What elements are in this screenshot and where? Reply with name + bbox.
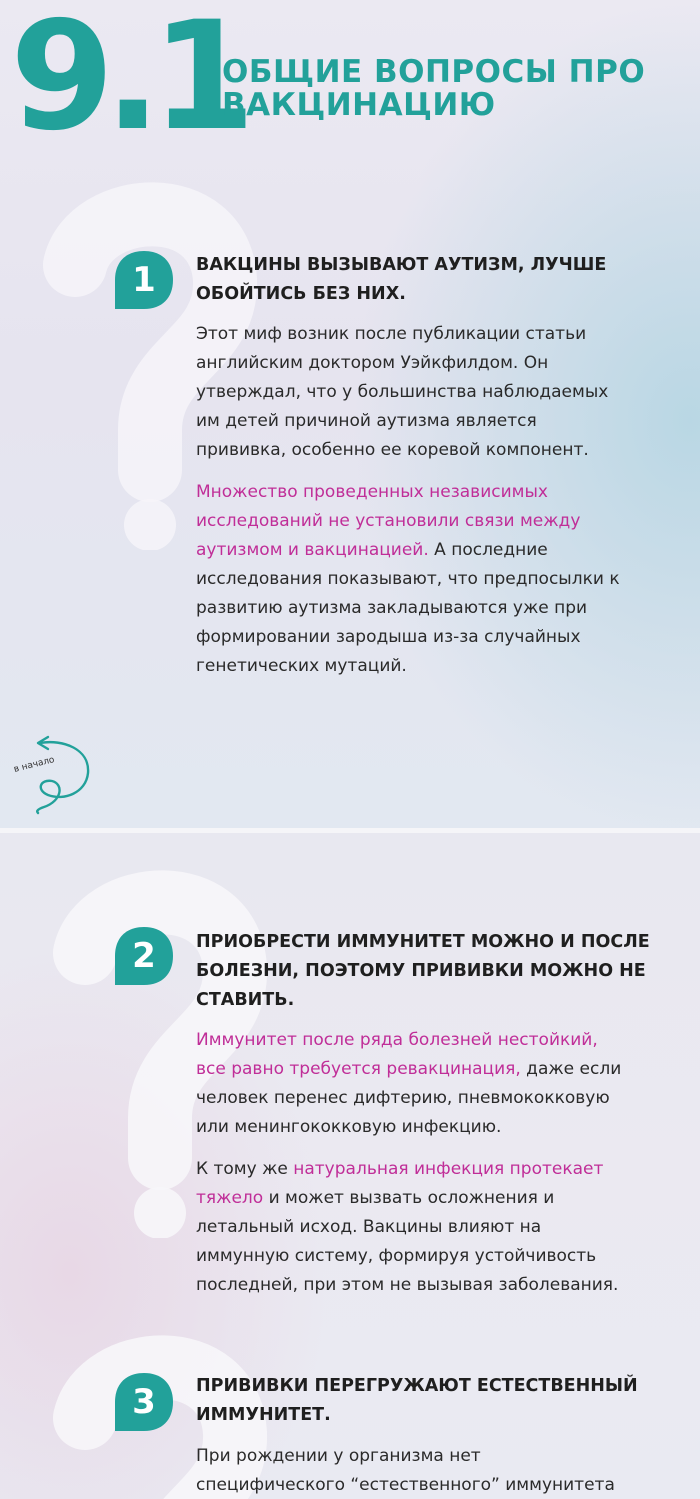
question-title-3 <box>196 1372 686 1430</box>
text-line: генетических мутаций. <box>196 656 407 676</box>
curly-arrow-icon <box>8 735 98 820</box>
text-line: последней, при этом не вызывая заболевания. <box>196 1275 619 1295</box>
answer-paragraph-1a <box>196 320 696 465</box>
question-title-line: ПРИОБРЕСТИ ИММУНИТЕТ МОЖНО И ПОСЛЕ <box>196 932 650 952</box>
text-line: При рождении у организма нет <box>196 1446 481 1466</box>
text-line: им детей причиной аутизма является <box>196 411 537 431</box>
highlighted-text-line: Иммунитет после ряда болезней нестойкий, <box>196 1030 598 1050</box>
answer-paragraph-3a <box>196 1442 696 1499</box>
text-line <box>196 536 696 565</box>
text-line: человек перенес дифтерию, пневмококковую <box>196 1088 610 1108</box>
question-title-2 <box>196 928 686 1015</box>
highlighted-text: тяжело <box>196 1188 264 1208</box>
text-span: А последние <box>428 540 548 560</box>
highlighted-text: натуральная инфекция протекает <box>293 1159 604 1179</box>
highlighted-text: аутизмом и вакцинацией. <box>196 540 429 560</box>
highlighted-text-line: исследований не установили связи между <box>196 511 581 531</box>
text-line: иммунную систему, формируя устойчивость <box>196 1246 597 1266</box>
text-span: К тому же <box>196 1159 294 1179</box>
section-title-line: ВАКЦИНАЦИЮ <box>222 87 496 123</box>
section-title-line: ОБЩИЕ ВОПРОСЫ ПРО <box>222 54 646 90</box>
text-line: формировании зародыша из-за случайных <box>196 627 581 647</box>
text-line: развитию аутизма закладываются уже при <box>196 598 588 618</box>
question-badge-3 <box>113 1371 175 1433</box>
question-badge-2 <box>113 925 175 987</box>
question-badge-number: 1 <box>132 260 156 300</box>
question-title-line: ОБОЙТИСЬ БЕЗ НИХ. <box>196 284 406 304</box>
answer-paragraph-1b <box>196 478 696 681</box>
text-line: специфического “естественного” иммунитета <box>196 1475 615 1495</box>
question-badge-number: 3 <box>132 1382 156 1422</box>
text-line: английским доктором Уэйкфилдом. Он <box>196 353 549 373</box>
text-line: или менингококковую инфекцию. <box>196 1117 502 1137</box>
back-to-start-label: в начало <box>12 755 56 775</box>
text-line: Этот миф возник после публикации статьи <box>196 324 587 344</box>
text-line: прививка, особенно ее коревой компонент. <box>196 440 589 460</box>
question-title-1 <box>196 251 686 309</box>
text-span: даже если <box>520 1059 622 1079</box>
panel-questions <box>0 833 700 1499</box>
text-line: исследования показывают, что предпосылки к <box>196 569 620 589</box>
text-line: летальный исход. Вакцины влияют на <box>196 1217 542 1237</box>
question-badge-number: 2 <box>132 936 156 976</box>
text-line <box>196 1184 696 1213</box>
highlighted-text-line: Множество проведенных независимых <box>196 482 548 502</box>
question-title-line: СТАВИТЬ. <box>196 990 295 1010</box>
question-title-line: БОЛЕЗНИ, ПОЭТОМУ ПРИВИВКИ МОЖНО НЕ <box>196 961 646 981</box>
text-span: и может вызвать осложнения и <box>263 1188 555 1208</box>
question-title-line: ПРИВИВКИ ПЕРЕГРУЖАЮТ ЕСТЕСТВЕННЫЙ <box>196 1376 638 1396</box>
question-title-line: ВАКЦИНЫ ВЫЗЫВАЮТ АУТИЗМ, ЛУЧШЕ <box>196 255 607 275</box>
question-badge-1 <box>113 249 175 311</box>
highlighted-text: все равно требуется ревакцинация, <box>196 1059 521 1079</box>
section-title <box>222 56 645 122</box>
answer-paragraph-2a <box>196 1026 696 1142</box>
text-line <box>196 1155 696 1184</box>
question-title-line: ИММУНИТЕТ. <box>196 1405 331 1425</box>
section-number: 9.1 <box>10 0 246 164</box>
text-line: утверждал, что у большинства наблюдаемых <box>196 382 609 402</box>
back-to-start-link[interactable] <box>8 735 98 820</box>
answer-paragraph-2b <box>196 1155 696 1300</box>
text-line <box>196 1055 696 1084</box>
